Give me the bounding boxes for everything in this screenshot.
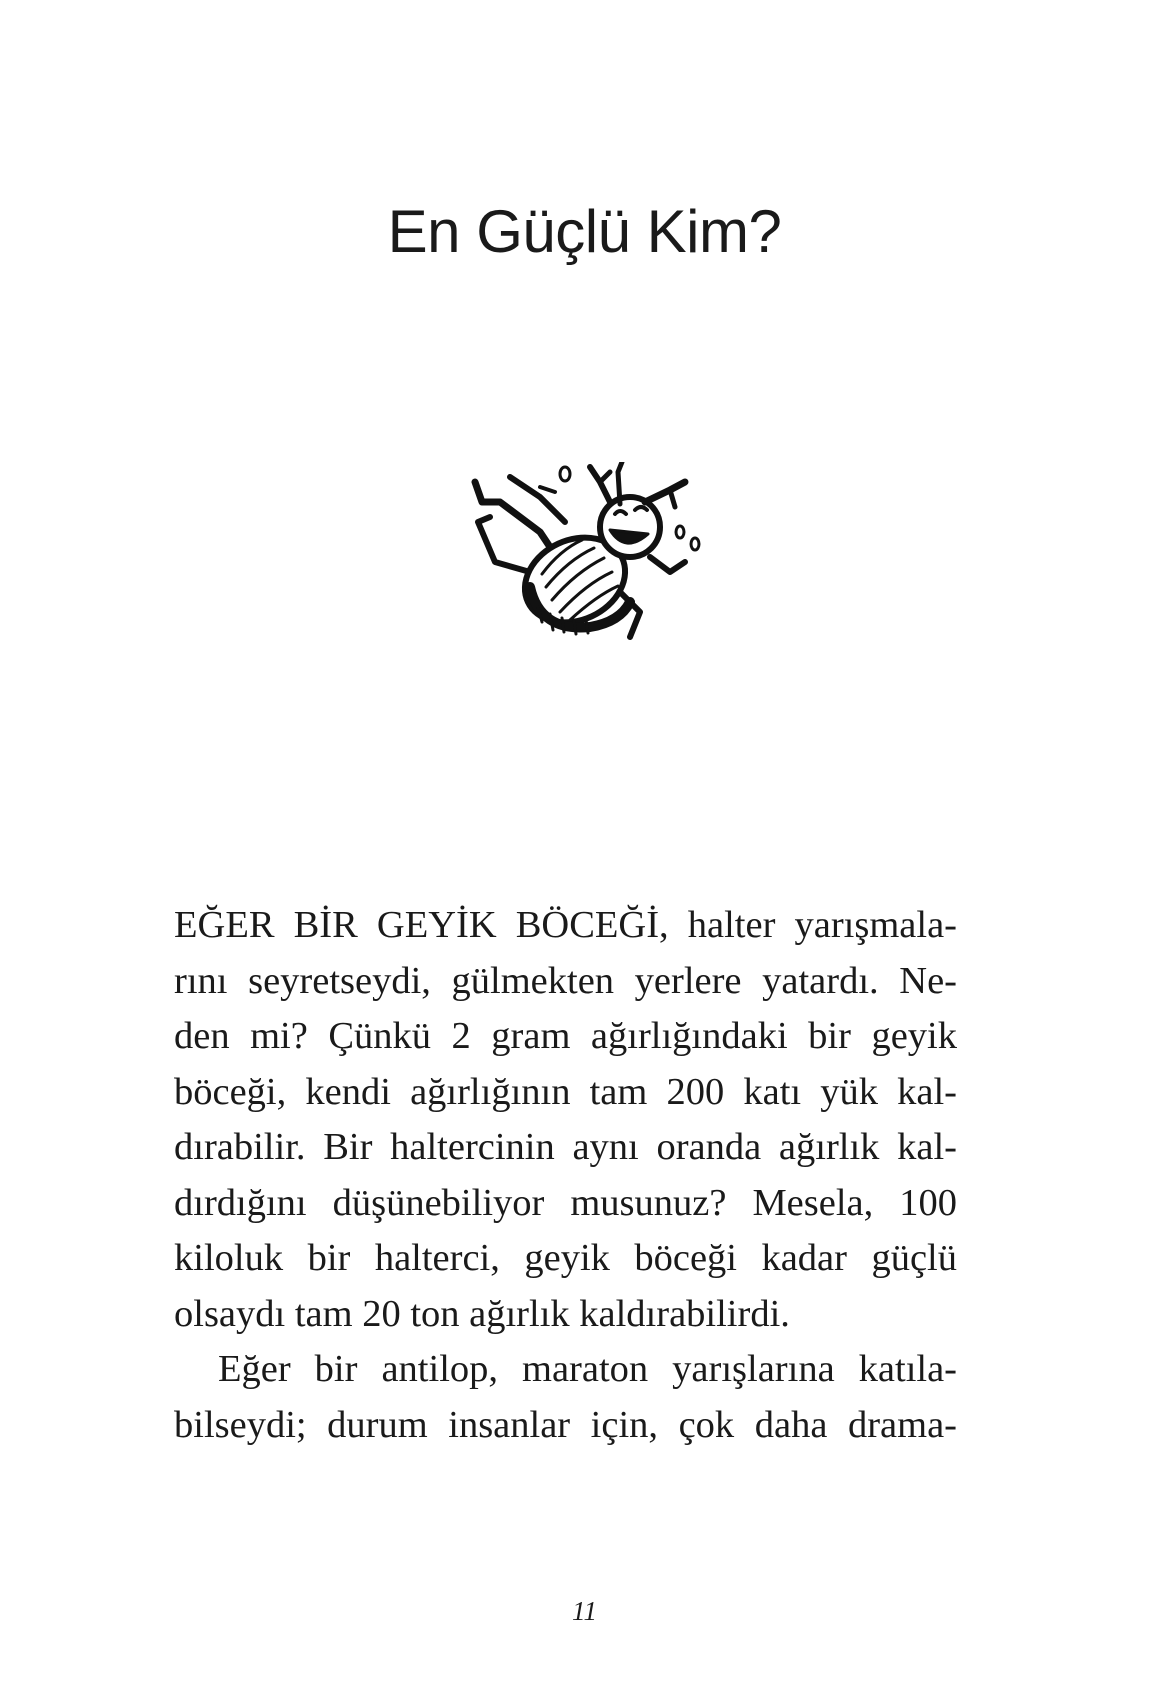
text-line: dırdığını düşünebiliyor musunuz? Mesela, 100 [174, 1181, 957, 1224]
text-line: olsaydı tam 20 ton ağırlık kaldırabilirdi. [174, 1292, 790, 1335]
text-line: bilseydi; durum insanlar için, çok daha drama- [174, 1403, 957, 1446]
text-line: rını seyretseydi, gülmekten yerlere yatardı. Ne- [174, 959, 957, 1002]
paragraph-1 [174, 898, 957, 1342]
text-line: dırabilir. Bir haltercinin aynı oranda ağırlık kal- [174, 1126, 957, 1168]
text-line: böceği, kendi ağırlığının tam 200 katı yük kal- [174, 1070, 957, 1113]
paragraph-2 [174, 1342, 957, 1453]
stag-beetle-laughing-on-back-icon [470, 462, 740, 682]
text-line: den mi? Çünkü 2 gram ağırlığındaki bir geyik [174, 1015, 957, 1057]
text-line: EĞER BİR GEYİK BÖCEĞİ, halter yarışmala- [174, 904, 957, 946]
text-line: Eğer bir antilop, maraton yarışlarına katıla- [218, 1348, 957, 1390]
page-title: En Güçlü Kim? [387, 198, 782, 265]
body-text [174, 898, 957, 1453]
page-number: 11 [572, 1596, 597, 1626]
text-line: kiloluk bir halterci, geyik böceği kadar güçlü [174, 1237, 957, 1279]
